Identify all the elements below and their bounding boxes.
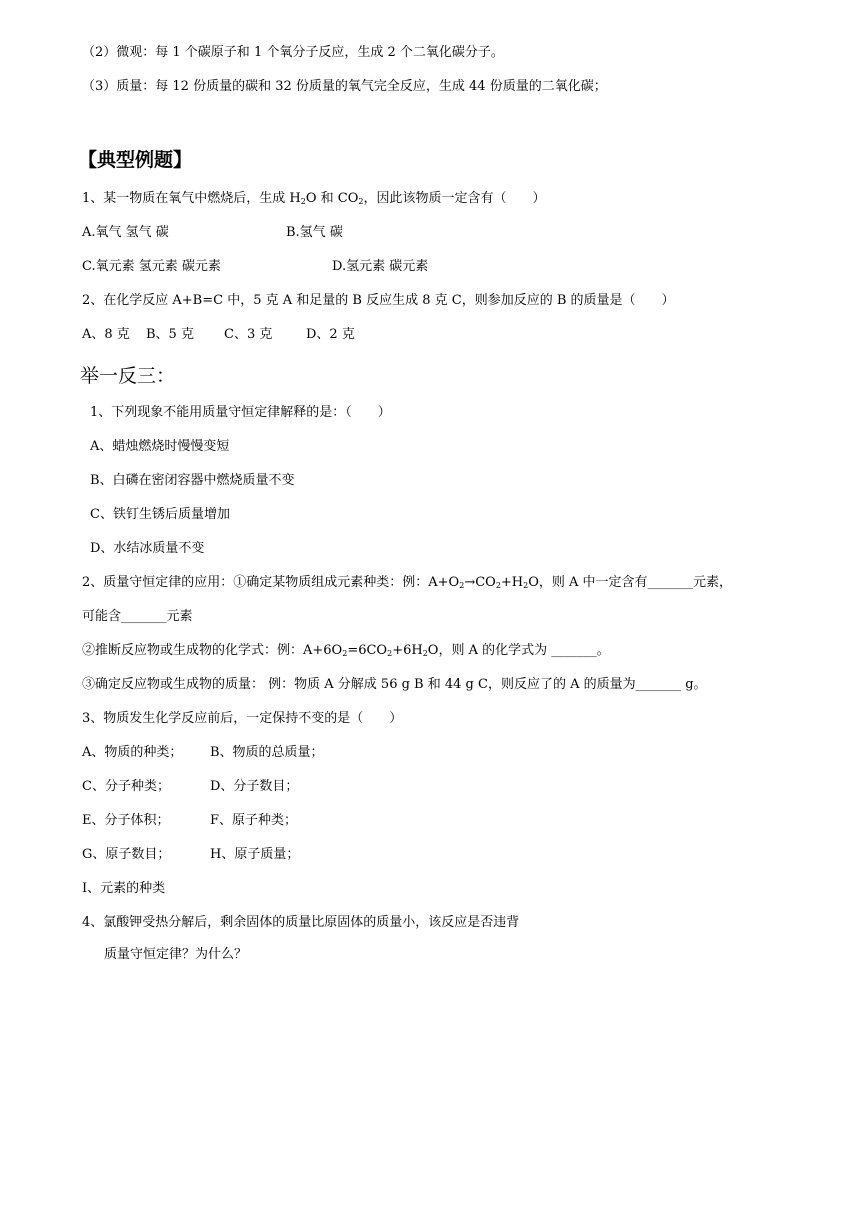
option-c: C、3 克	[224, 327, 273, 342]
example-q1-stem: 1、某一物质在氧气中燃烧后，生成 $H_2O$ 和 $CO_2$，因此该物质一定含有（ ）	[82, 191, 546, 206]
option-b: B、5 克	[146, 327, 194, 342]
practice-q2-line2: 可能含_______元素	[82, 609, 193, 624]
examples-heading: 【典型例题】	[78, 149, 193, 171]
option-f: F、原子种类；	[210, 813, 298, 828]
option-a: A.氧气 氢气 碳	[82, 225, 169, 240]
intro-mass: （3）质量：每 12 份质量的碳和 32 份质量的氧气完全反应，生成 44 份质量的二氧化碳；	[82, 79, 607, 94]
option-b: B、物质的总质量；	[210, 745, 324, 760]
practice-heading: 举一反三：	[80, 365, 176, 387]
option-g: G、原子数目；	[82, 847, 171, 862]
practice-q1-stem: 1、下列现象不能用质量守恒定律解释的是：（ ）	[90, 405, 391, 420]
option-c: C.氧元素 氢元素 碳元素	[82, 259, 221, 274]
practice-q3-option-i: I、元素的种类	[82, 881, 166, 896]
example-q2-stem: 2、在化学反应 A+B=C 中，5 克 A 和足量的 B 反应生成 8 克 C，则参加反应的 B 的质量是（ ）	[82, 293, 675, 308]
option-e: E、分子体积；	[82, 813, 170, 828]
option-c: C、分子种类；	[82, 779, 170, 794]
option-d: D.氢元素 碳元素	[332, 259, 429, 274]
intro-micro: （2）微观：每 1 个碳原子和 1 个氧分子反应，生成 2 个二氧化碳分子。	[82, 45, 504, 60]
practice-q2-line3: ②推断反应物或生成物的化学式：例：$A+6O_2=6CO_2+6H_2O$，则 A 的化学式为 _______。	[82, 643, 610, 658]
practice-q1-option-d: D、水结冰质量不变	[90, 541, 205, 556]
option-a: A、8 克	[82, 327, 130, 342]
practice-q2-line1: 2、质量守恒定律的应用：①确定某物质组成元素种类：例：$A+O_2\to CO_2+H_2O$，则 A 中一定含有_______元素，	[82, 575, 733, 590]
practice-q4-line2: 质量守恒定律？为什么？	[104, 947, 248, 962]
option-h: H、原子质量；	[210, 847, 300, 862]
option-d: D、2 克	[306, 327, 355, 342]
practice-q1-option-c: C、铁钉生锈后质量增加	[90, 507, 230, 522]
option-a: A、物质的种类；	[82, 745, 183, 760]
practice-q4-line1: 4、氯酸钾受热分解后，剩余固体的质量比原固体的质量小，该反应是否违背	[82, 915, 520, 930]
practice-q2-line4: ③确定反应物或生成物的质量： 例：物质 A 分解成 56 g B 和 44 g C，则反应了的 A 的质量为_______ g。	[82, 677, 707, 692]
practice-q1-option-a: A、蜡烛燃烧时慢慢变短	[90, 439, 230, 454]
practice-q1-option-b: B、白磷在密闭容器中燃烧质量不变	[90, 473, 295, 488]
option-b: B.氢气 碳	[286, 225, 343, 240]
option-d: D、分子数目；	[210, 779, 299, 794]
practice-q3-stem: 3、物质发生化学反应前后，一定保持不变的是（ ）	[82, 711, 403, 726]
